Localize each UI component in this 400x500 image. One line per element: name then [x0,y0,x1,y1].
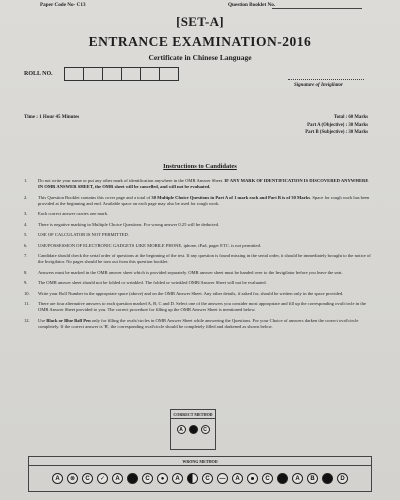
question-booklet-no-label: Question Booklet No. [228,2,276,8]
instruction-item [24,270,372,276]
roll-no-label: ROLL NO. [24,71,53,77]
instruction-text: This Question Booklet contains this cover page and a total of [38,194,152,200]
instruction-number: 10. [24,290,30,296]
instruction-item [24,280,372,286]
certificate-title: Certificate in Chinese Language [148,53,252,62]
wrong-method-bubbles [29,473,371,484]
roll-no-box[interactable] [140,67,160,81]
wrong_method-bubble-option: ● [157,473,168,484]
instruction-item [24,301,372,313]
booklet-no-line [272,8,362,9]
wrong_method-bubble-option: — [217,473,228,484]
instruction-text: Black or Blue Ball Pen [46,317,91,323]
instruction-number: 3. [24,211,28,217]
wrong_method-bubble-option: ⊗ [67,473,78,484]
correct_method-bubble-option: C [201,425,210,434]
instruction-text: . Space for rough work has been provided at the beginning and end. Available space on each page may also be used for rough work. [38,194,370,206]
total-marks: Total : 60 Marks [333,115,368,120]
part-a-marks: Part A (Objective) : 30 Marks [307,122,368,128]
paper-code: Paper Code No- C13 [40,2,86,8]
instructions-list [24,178,372,334]
roll-no-box[interactable] [102,67,122,81]
wrong_method-bubble-dot [247,473,258,484]
instruction-item [24,195,372,207]
wrong_method-bubble-filled [322,473,333,484]
instruction-text: There is negative marking in Multiple Choice Questions. For wrong answer 0.25 will be deducted. [38,221,220,227]
instruction-item [24,232,372,238]
instruction-number: 5. [24,232,28,238]
correct-method-label: CORRECT METHOD [171,410,215,419]
instruction-text: Answers must be marked in the OMR answer sheet which is provided separately. OMR answer sheet must be handed over to the Invigilator before you leave the seat. [38,269,343,275]
wrong_method-bubble-option: C [142,473,153,484]
wrong-method-box [28,456,372,492]
instruction-number: 1. [24,178,28,183]
wrong-method-label: WRONG METHOD [29,457,371,466]
wrong_method-bubble-option: A [292,473,303,484]
wrong_method-bubble-filled [127,473,138,484]
instruction-item [24,243,372,249]
roll-no-box[interactable] [64,67,84,81]
wrong_method-bubble-option: ✓ [97,473,108,484]
set-label: [SET-A] [176,14,224,29]
instruction-item [24,318,372,330]
wrong_method-bubble-option: A [232,473,243,484]
instruction-text: USE/POSSESSION OF ELECTRONIC GADGETS LIKE MOBILE PHONE, iphone, iPad, pager ETC. is not permitted. [38,242,262,248]
wrong_method-bubble-option: C [262,473,273,484]
time-allowed: Time : 1 Hour 45 Minutes [24,115,80,120]
instruction-item [24,211,372,217]
wrong_method-bubble-filled [277,473,288,484]
wrong_method-bubble-option: D [337,473,348,484]
instruction-item [24,291,372,297]
wrong_method-bubble-option: A [112,473,123,484]
instruction-text: There are four alternative answers to each question marked A, B, C and D. Select one of the answers you consider most appropriate and fill up the corresponding oval/circle in the OMR Answer Sheet provided to you. The correct procedure for filling up the OMR Answer Sheet is mentioned below. [38,301,366,313]
invigilator-signature-label: Signature of Invigilator [294,83,343,88]
instruction-text: Candidate should check the serial order of questions at the beginning of the test. If any question is found missing in the serial order, it should be immediately brought to the notice of the Invigilator. No pages should be torn out from this question booklet. [38,253,371,265]
instruction-number: 8. [24,269,28,275]
instruction-text: Each correct answer carries one mark. [38,211,109,217]
correct_method-bubble-filled [189,425,198,434]
instruction-item [24,178,372,190]
instruction-number: 4. [24,221,28,227]
instruction-number: 12. [24,317,30,323]
roll-no-box[interactable] [121,67,141,81]
instruction-text: only for filling the ovals/circles in OMR Answer Sheet while answering the Questions. For your Choice of answers darken the correct oval/circle completely. If the correct answer is 'B', the corresponding oval/circle should be completely filled and darkened as shown below. [38,317,359,329]
wrong_method-bubble-half [187,473,198,484]
instruction-text: USE OF CALCULATOR IS NOT PERMITTED. [38,232,129,238]
correct_method-bubble-option: A [177,425,186,434]
instruction-number: 7. [24,253,28,259]
correct-method-box [170,409,216,450]
marks-summary [305,114,368,137]
roll-no-box[interactable] [83,67,103,81]
instruction-number: 9. [24,280,28,286]
wrong_method-bubble-option: C [82,473,93,484]
roll-no-boxes [64,67,178,81]
wrong_method-bubble-option: A [52,473,63,484]
instruction-number: 2. [24,194,28,200]
correct-method-bubbles [171,425,215,434]
instruction-text: 30 Multiple Choice Questions in Part A of 1 mark each and Part B is of 30 Marks [151,194,311,200]
instruction-number: 11. [24,301,30,307]
instruction-number: 6. [24,242,28,248]
wrong_method-bubble-option: B [307,473,318,484]
instructions-title: Instructions to Candidates [163,163,237,170]
instruction-text: Write your Roll Number in the appropriate space (above) and on the OMR Answer Sheet. Any other details, if asked for, should be written only in the space provided. [38,290,344,296]
instruction-text: Use [38,317,47,323]
instruction-item [24,253,372,265]
part-b-marks: Part B (Subjective) : 30 Marks [305,130,368,135]
invigilator-signature-line [288,79,364,80]
wrong_method-bubble-option: A [172,473,183,484]
instruction-text: Do not write your name or put any other mark of identification anywhere in the OMR Answer Sheet. [38,178,225,183]
wrong_method-bubble-option: C [202,473,213,484]
instruction-text: IF ANY MARK OF IDENTIFICATION IS DISCOVERED ANYWHERE IN OMR ANSWER SHEET, the OMR sheet will be cancelled, and will not be evaluated. [38,178,369,190]
roll-no-box[interactable] [159,67,179,81]
exam-title: ENTRANCE EXAMINATION-2016 [88,34,312,49]
instruction-item [24,222,372,228]
instruction-text: The OMR answer sheet should not be folded or wrinkled. The folded or wrinkled OMR/Answer Sheet will not be evaluated. [38,280,267,286]
